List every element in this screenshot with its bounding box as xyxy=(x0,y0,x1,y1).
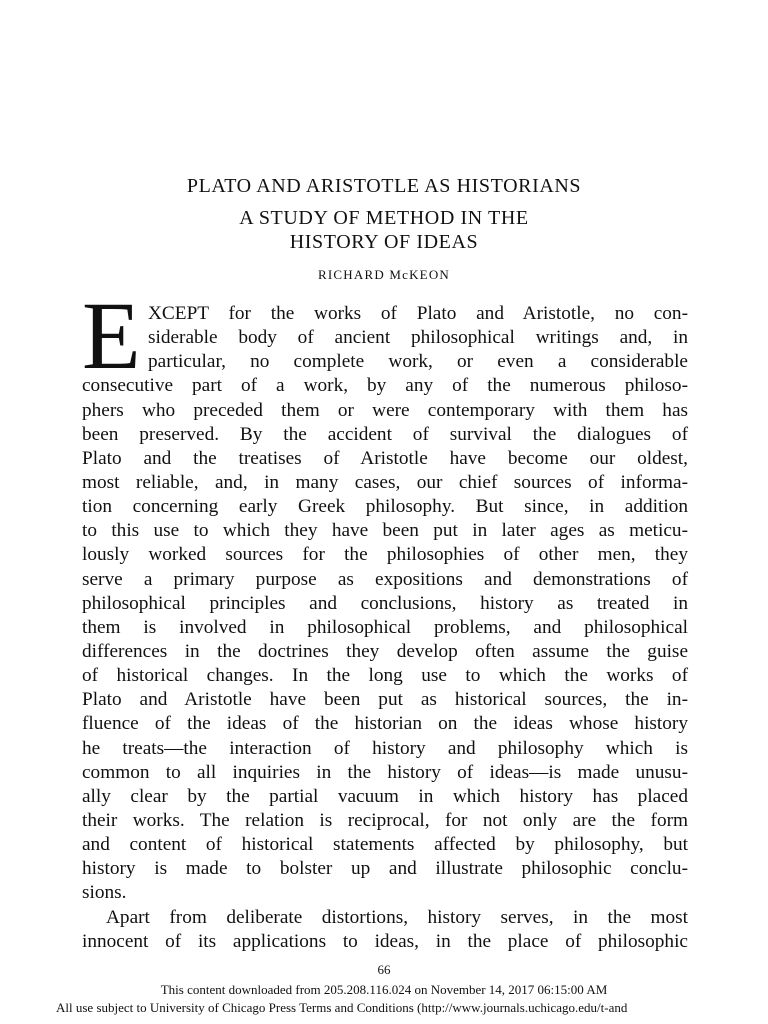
drop-cap: E xyxy=(82,282,141,389)
body-line: siderable body of ancient philosophical writings and, in xyxy=(148,327,688,349)
terms-notice: All use subject to University of Chicago Press Terms and Conditions (http://www.journals.uchicago.edu/t-and xyxy=(56,1000,628,1015)
body-line: of historical changes. In the long use to which the works of xyxy=(82,665,688,687)
article-subtitle-line-1: A STUDY OF METHOD IN THE xyxy=(239,207,529,229)
article-body xyxy=(82,302,688,954)
body-line: common to all inquiries in the history of ideas—is made unusu- xyxy=(82,761,688,783)
body-line: XCEPT for the works of Plato and Aristotle, no con- xyxy=(148,303,688,324)
body-line: been preserved. By the accident of survival the dialogues of xyxy=(82,423,688,445)
body-line: philosophical principles and conclusions, history as treated in xyxy=(82,592,688,614)
body-line: serve a primary purpose as expositions and demonstrations of xyxy=(82,568,688,590)
body-line: consecutive part of a work, by any of the numerous philoso- xyxy=(82,375,688,397)
body-line: innocent of its applications to ideas, in the place of philosophic xyxy=(82,930,688,952)
article-title: PLATO AND ARISTOTLE AS HISTORIANS xyxy=(186,175,582,197)
article-subtitle-line-2: HISTORY OF IDEAS xyxy=(289,231,479,253)
body-line: them is involved in philosophical problems, and philosophical xyxy=(82,616,688,638)
article-author: RICHARD McKEON xyxy=(318,267,450,282)
body-line: and content of historical statements affected by philosophy, but xyxy=(82,834,688,856)
body-line: Apart from deliberate distortions, history serves, in the most xyxy=(106,906,688,928)
page-number: 66 xyxy=(377,962,391,977)
body-line: phers who preceded them or were contemporary with them has xyxy=(82,399,688,421)
article-header xyxy=(0,174,768,284)
body-line: sions. xyxy=(82,882,127,904)
body-line: ally clear by the partial vacuum in which history has placed xyxy=(82,785,688,807)
body-line: most reliable, and, in many cases, our chief sources of informa- xyxy=(82,471,688,493)
body-line: Plato and Aristotle have been put as historical sources, the in- xyxy=(82,689,688,711)
body-line: Plato and the treatises of Aristotle have become our oldest, xyxy=(82,447,688,469)
body-line: fluence of the ideas of the historian on the ideas whose history xyxy=(82,713,688,735)
body-line: lously worked sources for the philosophies of other men, they xyxy=(82,544,688,566)
body-line: their works. The relation is reciprocal, for not only are the form xyxy=(82,809,688,831)
body-line: differences in the doctrines they develop often assume the guise xyxy=(82,640,688,662)
body-line: to this use to which they have been put in later ages as meticu- xyxy=(82,520,688,542)
body-line: he treats—the interaction of history and philosophy which is xyxy=(82,737,688,759)
body-line: tion concerning early Greek philosophy. But since, in addition xyxy=(82,496,688,518)
download-notice: This content downloaded from 205.208.116.024 on November 14, 2017 06:15:00 AM xyxy=(160,982,608,997)
body-line: particular, no complete work, or even a considerable xyxy=(148,351,688,373)
body-line: history is made to bolster up and illustrate philosophic conclu- xyxy=(82,858,688,880)
